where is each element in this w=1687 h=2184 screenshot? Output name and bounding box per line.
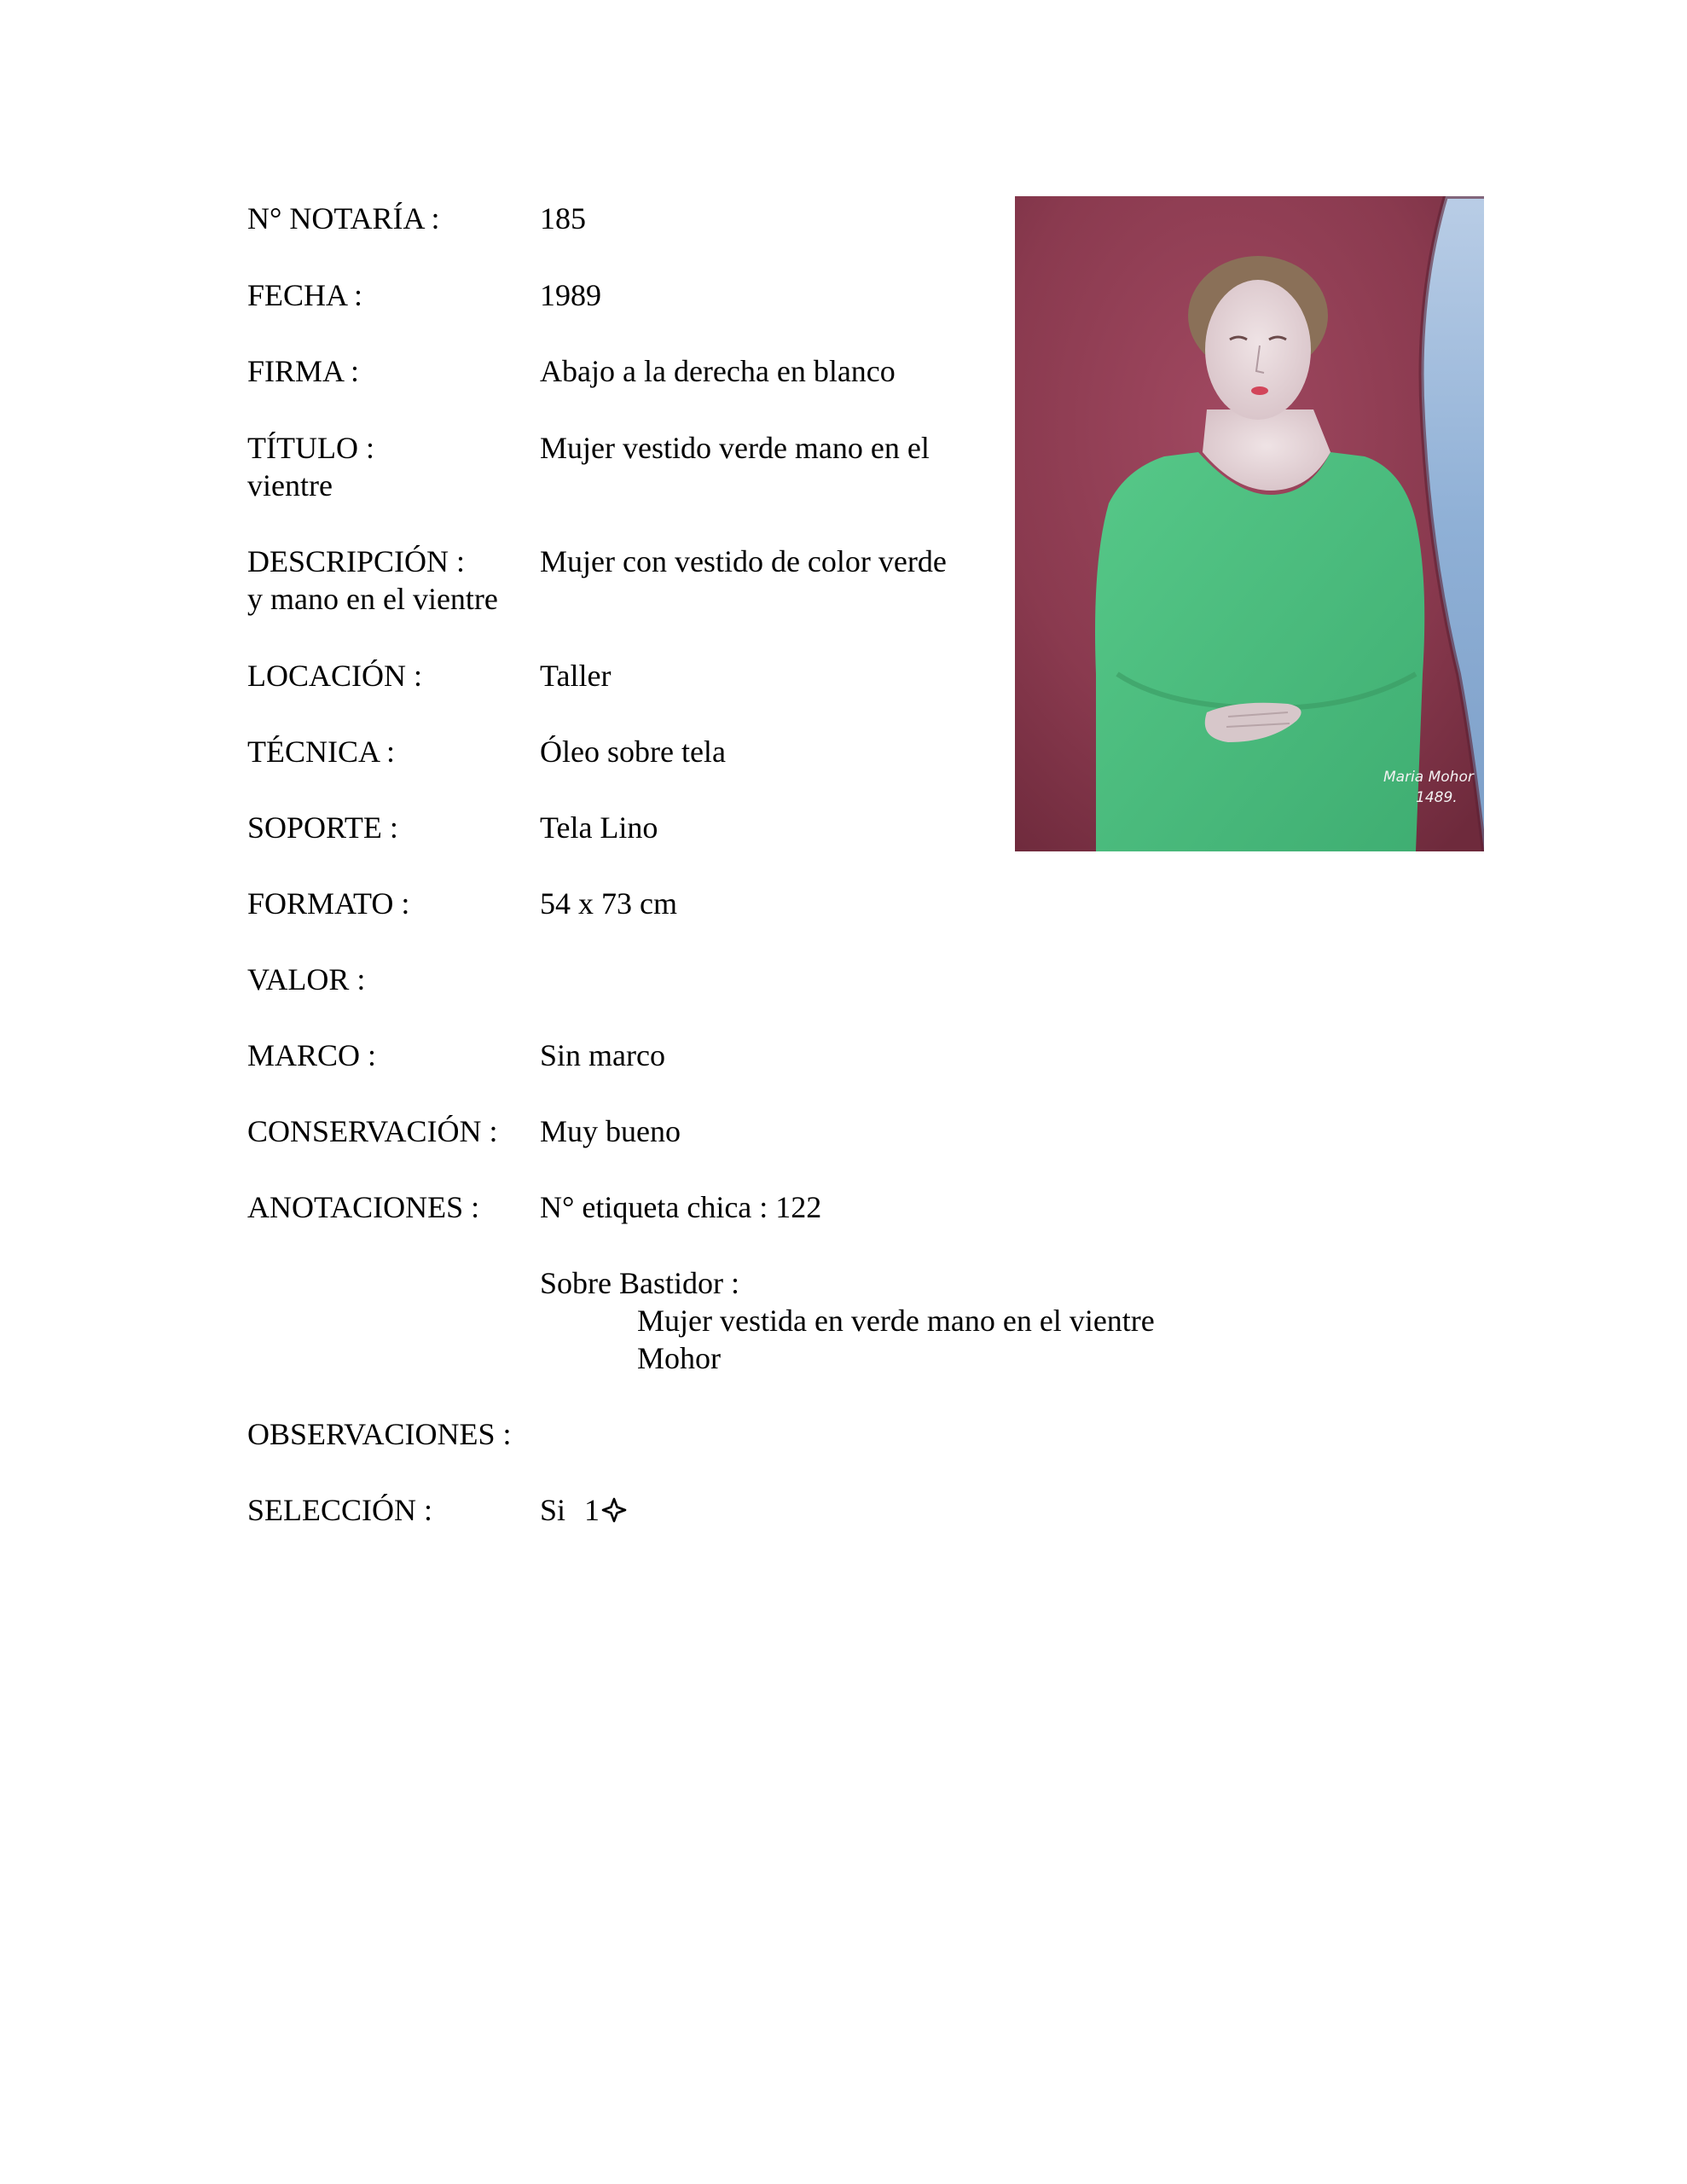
value-marco: Sin marco [540,1038,665,1072]
label-fecha: FECHA : [247,278,363,312]
value-conservacion: Muy bueno [540,1114,681,1148]
label-titulo: TÍTULO : [247,431,374,465]
bastidor-line: Mujer vestida en verde mano en el vientre [637,1304,1155,1338]
label-conservacion: CONSERVACIÓN : [247,1114,498,1148]
label-seleccion: SELECCIÓN : [247,1493,433,1527]
painting-portrait [1015,196,1484,851]
seleccion-number: 1 [584,1493,600,1527]
value-tecnica: Óleo sobre tela [540,735,726,769]
bastidor-line: Mohor [637,1341,721,1375]
value-titulo: Mujer vestido verde mano en el [540,431,930,465]
label-valor: VALOR : [247,962,366,996]
value-anotaciones: N° etiqueta chica : 122 [540,1190,822,1224]
label-soporte: SOPORTE : [247,810,398,845]
value-formato: 54 x 73 cm [540,886,677,921]
painting-signature-year: 1489. [1416,789,1458,806]
value-descripcion: Mujer con vestido de color verde [540,544,947,578]
painting-signature: Maria Mohor [1383,769,1474,786]
label-locacion: LOCACIÓN : [247,659,422,693]
label-formato: FORMATO : [247,886,410,921]
painting-dress [1095,452,1424,851]
painting-mouth [1251,386,1268,395]
label-tecnica: TÉCNICA : [247,735,396,769]
label-observaciones: OBSERVACIONES : [247,1417,512,1451]
label-notaria: N° NOTARÍA : [247,201,440,235]
value-notaria: 185 [540,201,586,235]
seleccion-value: Si [540,1493,566,1527]
value-fecha: 1989 [540,278,601,312]
four-point-star-icon [601,1497,627,1523]
value-descripcion-continuation: y mano en el vientre [247,582,498,616]
value-titulo-continuation: vientre [247,468,333,502]
label-anotaciones: ANOTACIONES : [247,1190,480,1224]
label-marco: MARCO : [247,1038,377,1072]
value-seleccion [540,1491,627,1529]
label-descripcion: DESCRIPCIÓN : [247,544,466,578]
label-firma: FIRMA : [247,354,360,388]
value-firma: Abajo a la derecha en blanco [540,354,896,388]
value-soporte: Tela Lino [540,810,658,845]
painting-image [1015,196,1484,851]
painting-face [1205,280,1311,420]
value-locacion: Taller [540,659,612,693]
bastidor-heading: Sobre Bastidor : [540,1266,739,1300]
